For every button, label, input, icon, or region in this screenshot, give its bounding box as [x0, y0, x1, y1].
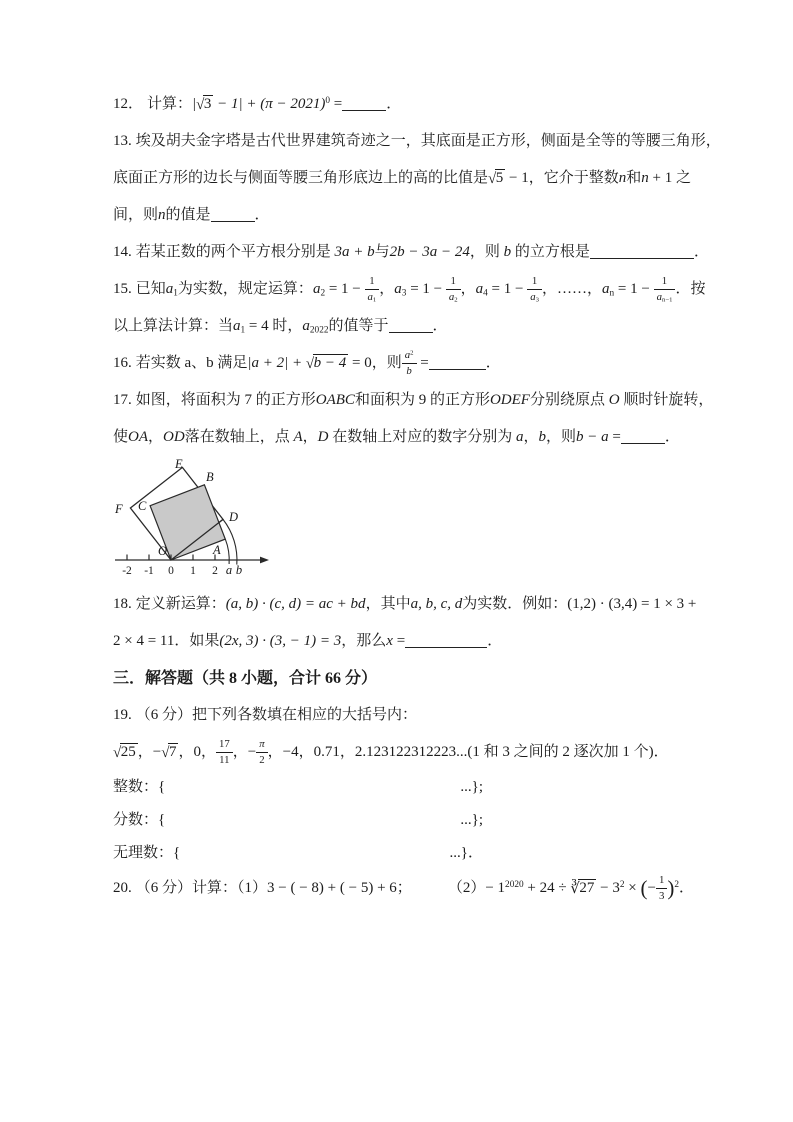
- math: + 24 ÷: [523, 880, 571, 897]
- exponent: 2020: [505, 879, 524, 890]
- punctuation: ．: [386, 96, 402, 112]
- fraction: [256, 738, 267, 766]
- variable: a: [601, 281, 610, 297]
- numerator: 1: [656, 874, 667, 889]
- subscript: 3: [535, 296, 539, 304]
- axis-arrowhead-icon: [260, 557, 269, 564]
- text: 和面积为 9 的正方形: [354, 392, 490, 408]
- text: 的值是: [165, 207, 211, 223]
- sqrt-expression: [488, 160, 505, 197]
- question-14: [113, 234, 709, 271]
- punctuation: ，: [523, 429, 539, 445]
- variable: a: [475, 281, 484, 297]
- text: 分别绕原点: [529, 392, 609, 408]
- question-17-figure: [103, 458, 691, 586]
- point-b-label: b: [235, 563, 243, 577]
- fraction: [446, 275, 461, 303]
- variable: a: [367, 290, 373, 303]
- text: ，0，: [178, 744, 216, 760]
- punctuation: ，: [148, 429, 164, 445]
- numerator: 1: [446, 275, 461, 290]
- variable: a: [656, 290, 662, 303]
- variable: n: [158, 207, 166, 223]
- variable: O: [608, 392, 620, 408]
- fraction: [402, 349, 417, 377]
- text: 计算：: [147, 96, 193, 112]
- math: − 1: [485, 880, 506, 897]
- tick-label: 2: [212, 565, 218, 577]
- math: 2 × 4 = 11: [113, 633, 175, 649]
- math: 2b − 3a − 24: [389, 244, 470, 260]
- math: = 1 −: [487, 281, 528, 297]
- math: ODEF: [489, 392, 530, 408]
- category-open: 整数：{: [113, 779, 166, 795]
- variable: a: [394, 281, 402, 297]
- radical-icon: √: [488, 171, 497, 187]
- math: =: [608, 429, 621, 445]
- fraction: [365, 275, 380, 303]
- question-20: [113, 870, 695, 907]
- math: = 1 −: [614, 281, 654, 297]
- punctuation: ．: [432, 318, 448, 334]
- point-a-label: a: [225, 563, 233, 577]
- text: ，−4，0.71，2.123122312223...(1 和 3 之间的 2 逐次加 1 个)．: [267, 744, 669, 760]
- variable: a: [404, 348, 411, 361]
- answer-blank: [405, 633, 487, 648]
- question-number: 14.: [113, 244, 132, 260]
- vertex-A-label: A: [213, 543, 221, 557]
- radicand: 3: [203, 96, 212, 112]
- squares-number-line-figure: [103, 458, 323, 586]
- question-13-line-3: [113, 197, 691, 234]
- tick-label: 0: [168, 565, 174, 577]
- question-15-line-2: [113, 308, 691, 345]
- math: − 1，它介于整数: [505, 170, 619, 186]
- question-16: [113, 345, 691, 382]
- variable: n: [618, 170, 627, 186]
- question-number: 20.: [113, 880, 132, 897]
- punctuation: ．: [254, 207, 270, 223]
- sqrt-expression: [306, 345, 348, 382]
- numerator: π: [256, 738, 267, 753]
- punctuation: ；: [396, 880, 412, 897]
- text: = 4 时，: [245, 318, 303, 334]
- denominator: 3: [658, 889, 665, 902]
- text: 落在数轴上，点: [184, 429, 294, 445]
- text: 若某正数的两个平方根分别是: [135, 244, 335, 260]
- question-12: [113, 86, 691, 123]
- category-close: ...}．: [449, 845, 483, 861]
- fraction: [654, 275, 676, 303]
- radical-icon: √: [196, 97, 205, 113]
- fraction: [656, 874, 667, 902]
- question-number: 18.: [113, 596, 132, 612]
- subscript: 2: [320, 288, 326, 299]
- text: 底面正方形的边长与侧面等腰三角形底边上的高的比值是: [113, 170, 489, 186]
- question-19-numbers: [113, 734, 691, 771]
- math: =: [392, 633, 406, 649]
- variable: a: [165, 281, 174, 297]
- denominator: [654, 290, 676, 304]
- ellipsis: ……，: [556, 281, 602, 297]
- math: =: [330, 96, 343, 112]
- radical-icon: √: [113, 745, 122, 761]
- answer-blank: [211, 207, 255, 222]
- numerator: 1: [654, 275, 676, 290]
- answer-blank: [389, 318, 433, 333]
- punctuation: ，: [379, 281, 395, 297]
- open-paren: (: [640, 876, 648, 900]
- variable: b: [503, 244, 512, 260]
- text: ，其中: [365, 596, 411, 612]
- question-number: 16.: [113, 355, 132, 371]
- subscript: n: [609, 288, 615, 299]
- math: − 1| + (π − 2021): [213, 96, 326, 112]
- math: (a, b) · (c, d) = ac + bd: [225, 596, 366, 612]
- sqrt-expression: [113, 734, 138, 771]
- punctuation: ，: [541, 281, 557, 297]
- punctuation: ．: [693, 244, 709, 260]
- vertex-C-label: C: [138, 499, 147, 513]
- punctuation: ．: [679, 880, 695, 897]
- category-row-integers: [113, 771, 483, 804]
- math: = 1 −: [325, 281, 365, 297]
- variable: x: [386, 633, 393, 649]
- category-open: 无理数：{: [113, 845, 181, 861]
- question-18-line-2: [113, 623, 691, 660]
- question-15-line-1: [113, 271, 706, 308]
- question-17-line-2: [113, 419, 691, 456]
- variable: n: [641, 170, 649, 186]
- question-number: 17.: [113, 392, 132, 408]
- numerator: [402, 349, 417, 364]
- radical-icon: √: [305, 356, 315, 372]
- radicand: b − 4: [313, 355, 347, 371]
- tick-label: -1: [144, 565, 154, 577]
- text: 如图，将面积为 7 的正方形: [135, 392, 316, 408]
- text: 的值等于: [328, 318, 389, 334]
- numerator: 17: [216, 738, 233, 753]
- question-number: 15.: [113, 281, 132, 297]
- category-close: ...};: [460, 812, 483, 828]
- text: 在数轴上对应的数字分别为: [328, 429, 517, 445]
- category-open: 分数：{: [113, 812, 166, 828]
- punctuation: ，: [302, 429, 318, 445]
- denominator: [446, 290, 461, 304]
- math: OA: [128, 429, 149, 445]
- math: 3 − ( − 8) + ( − 5) + 6: [267, 880, 397, 897]
- fraction: [527, 275, 542, 303]
- math: (2x, 3) · (3, − 1) = 3: [219, 633, 342, 649]
- text: 使: [113, 429, 129, 445]
- text: 已知: [135, 281, 166, 297]
- punctuation: ，: [460, 281, 476, 297]
- text: 为实数，规定运算：: [177, 281, 313, 297]
- subscript: 4: [483, 288, 488, 299]
- question-17-line-1: [113, 382, 714, 419]
- variable: a: [516, 429, 524, 445]
- math: =: [416, 355, 429, 371]
- punctuation: ．: [487, 633, 503, 649]
- question-number: 19.: [113, 707, 132, 723]
- arc-D-to-b: [223, 519, 237, 564]
- math: b − a: [576, 429, 609, 445]
- punctuation: ．: [675, 281, 691, 297]
- text: 顺时针旋转，: [619, 392, 714, 408]
- vertex-F-label: F: [115, 502, 123, 516]
- denominator: 2: [259, 753, 265, 766]
- denominator: 11: [219, 753, 230, 766]
- math: − 3: [596, 880, 620, 897]
- question-13-line-2: [113, 160, 691, 197]
- tick-label: -2: [122, 565, 132, 577]
- subscript: n−1: [661, 296, 673, 304]
- math: OD: [163, 429, 185, 445]
- category-row-fractions: [113, 804, 483, 837]
- tick-label: 1: [190, 565, 196, 577]
- subscript: 3: [401, 288, 407, 299]
- radicand: 7: [168, 744, 177, 760]
- punctuation: ．: [485, 355, 501, 371]
- text: 以上算法计算：当: [113, 318, 234, 334]
- question-number: 12．: [113, 96, 144, 112]
- text: （6 分）计算：（1）: [135, 880, 268, 897]
- radical-icon: √: [161, 745, 170, 761]
- exponent: 2: [410, 349, 414, 357]
- subscript: 1: [372, 296, 377, 304]
- question-19-line-1: [113, 697, 691, 734]
- cbrt-expression: [570, 870, 596, 907]
- text: 间，则: [113, 207, 159, 223]
- numerator: 1: [365, 275, 380, 290]
- text: 定义新运算：: [135, 596, 226, 612]
- math: OABC: [315, 392, 355, 408]
- text: ．如果: [174, 633, 220, 649]
- denominator: [527, 290, 542, 304]
- question-number: 13.: [113, 133, 132, 149]
- exponent: 0: [325, 95, 331, 106]
- close-paren: ): [667, 876, 675, 900]
- answer-blank: [429, 355, 486, 370]
- subscript: 1: [173, 288, 178, 299]
- vertex-D-label: D: [229, 510, 239, 524]
- math: ×: [624, 880, 641, 897]
- text: 的立方根是: [511, 244, 590, 260]
- subscript: 2022: [309, 325, 329, 336]
- math: (1,2) · (3,4) = 1 × 3 +: [567, 596, 697, 612]
- text: 若实数 a、b 满足: [135, 355, 248, 371]
- variable: a: [302, 318, 310, 334]
- category-close: ...};: [460, 779, 483, 795]
- math: a, b, c, d: [410, 596, 463, 612]
- math: = 0，则: [348, 355, 402, 371]
- variable: b: [538, 429, 547, 445]
- text: ，则: [469, 244, 504, 260]
- punctuation: ．: [664, 429, 680, 445]
- section-3-heading: 三．解答题（共 8 小题，合计 66 分）: [113, 670, 378, 687]
- math: |a + 2| +: [247, 355, 306, 371]
- text: 和: [626, 170, 642, 186]
- math: 3a + b: [334, 244, 375, 260]
- text: + 1 之: [648, 170, 691, 186]
- subscript: 2: [454, 296, 458, 304]
- text: 与: [374, 244, 390, 260]
- text: ，那么: [341, 633, 387, 649]
- question-18-line-1: [113, 586, 697, 623]
- radicand: 25: [120, 744, 136, 760]
- exponent: 2: [619, 879, 625, 890]
- radicand: 5: [495, 170, 504, 186]
- text: 按: [690, 281, 706, 297]
- numerator: 1: [527, 275, 542, 290]
- answer-blank: [621, 429, 665, 444]
- text: （6 分）把下列各数填在相应的大括号内：: [135, 707, 418, 723]
- exponent: 2: [674, 879, 680, 890]
- vertex-B-label: B: [206, 470, 214, 484]
- math: = 1 −: [406, 281, 446, 297]
- variable: a: [312, 281, 321, 297]
- radicand: 27: [579, 880, 595, 897]
- category-row-irrationals: [113, 837, 483, 870]
- math: |: [192, 96, 197, 112]
- text: 埃及胡夫金字塔是古代世界建筑奇迹之一，其底面是正方形，侧面是全等的等腰三角形，: [135, 133, 721, 149]
- math: −: [647, 880, 656, 897]
- subscript: 1: [240, 325, 246, 336]
- fraction: [216, 738, 233, 766]
- text: 为实数．例如：: [462, 596, 568, 612]
- variable: a: [448, 290, 455, 303]
- variable: A: [293, 429, 303, 445]
- vertex-E-label: E: [175, 458, 183, 471]
- punctuation: ，−: [232, 744, 257, 760]
- cube-root-icon: ∛: [570, 881, 580, 898]
- answer-blank: [342, 96, 386, 111]
- text: ，则: [546, 429, 577, 445]
- question-13-line-1: [113, 123, 721, 160]
- text: （2）: [447, 880, 486, 897]
- exam-content: [113, 86, 721, 907]
- sqrt-expression: [161, 734, 178, 771]
- denominator: b: [406, 364, 412, 377]
- variable: a: [233, 318, 241, 334]
- vertex-O-label: O: [158, 544, 168, 558]
- variable: a: [530, 290, 536, 303]
- punctuation: ，−: [137, 744, 162, 760]
- variable: D: [317, 429, 329, 445]
- sqrt-expression: [196, 86, 213, 123]
- answer-blank: [590, 244, 694, 259]
- denominator: [365, 290, 380, 304]
